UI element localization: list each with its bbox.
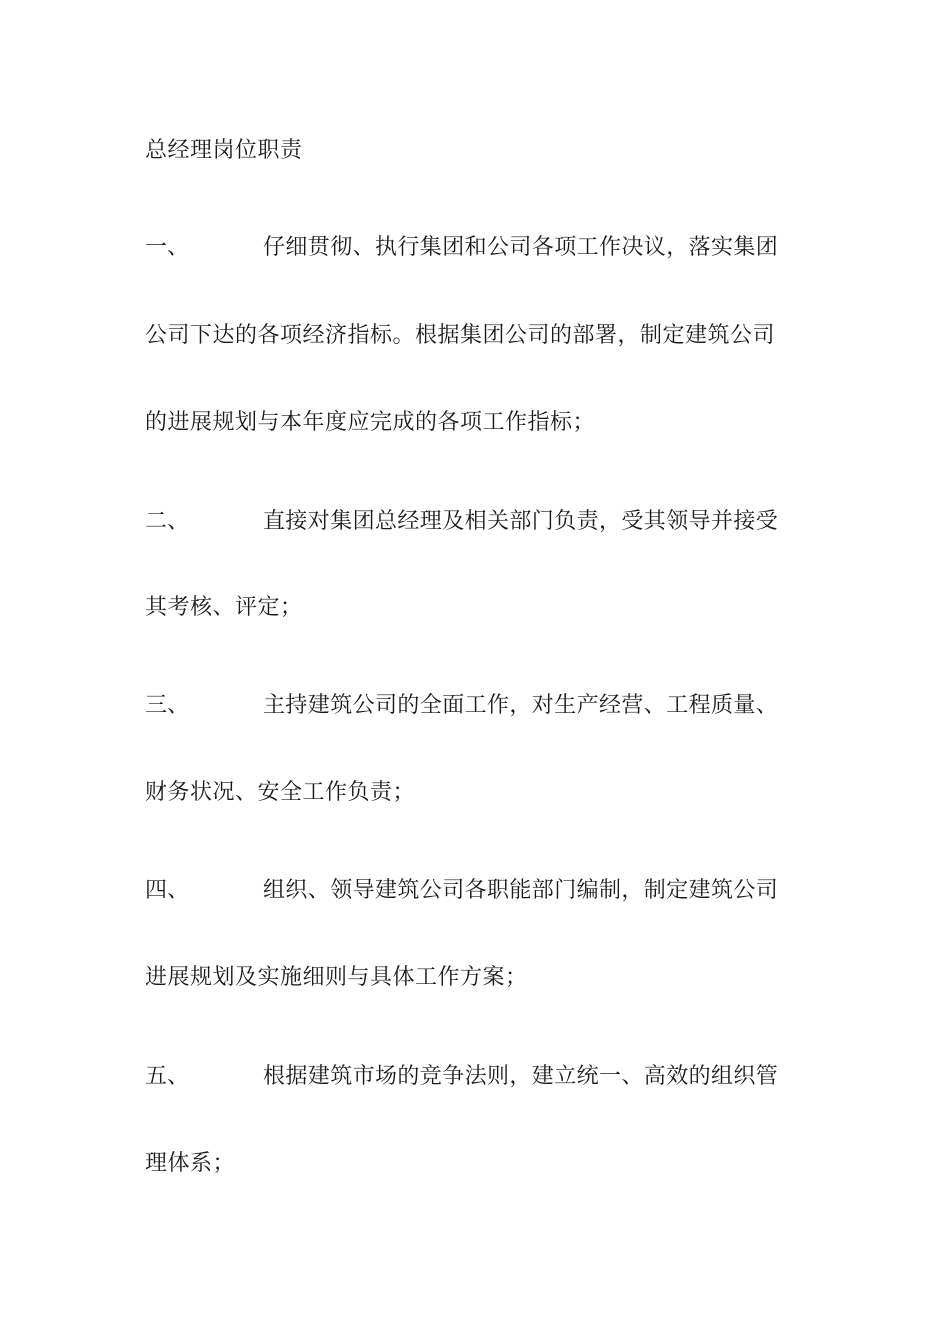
item-2-continuation-1: 其考核、评定； [145,595,303,620]
item-4-first-line: 组织、领导建筑公司各职能部门编制，制定建筑公司 [263,878,779,903]
item-5-first-line: 根据建筑市场的竞争法则，建立统一、高效的组织管 [263,1064,779,1089]
item-1-first-line: 仔细贯彻、执行集团和公司各项工作决议，落实集团 [263,235,779,260]
item-2-marker: 二、 [145,509,190,534]
item-3-marker: 三、 [145,693,190,718]
item-1-continuation-1: 公司下达的各项经济指标。根据集团公司的部署，制定建筑公司 [145,323,776,348]
item-4-continuation-1: 进展规划及实施细则与具体工作方案； [145,965,528,990]
item-5-continuation-1: 理体系； [145,1151,236,1176]
item-1-continuation-2: 的进展规划与本年度应完成的各项工作指标； [145,410,596,435]
document-title: 总经理岗位职责 [145,138,303,163]
item-4-marker: 四、 [145,878,190,903]
item-1-marker: 一、 [145,235,190,260]
item-5-marker: 五、 [145,1064,190,1089]
item-3-continuation-1: 财务状况、安全工作负责； [145,780,416,805]
item-3-first-line: 主持建筑公司的全面工作，对生产经营、工程质量、 [263,693,779,718]
item-2-first-line: 直接对集团总经理及相关部门负责，受其领导并接受 [263,509,779,534]
